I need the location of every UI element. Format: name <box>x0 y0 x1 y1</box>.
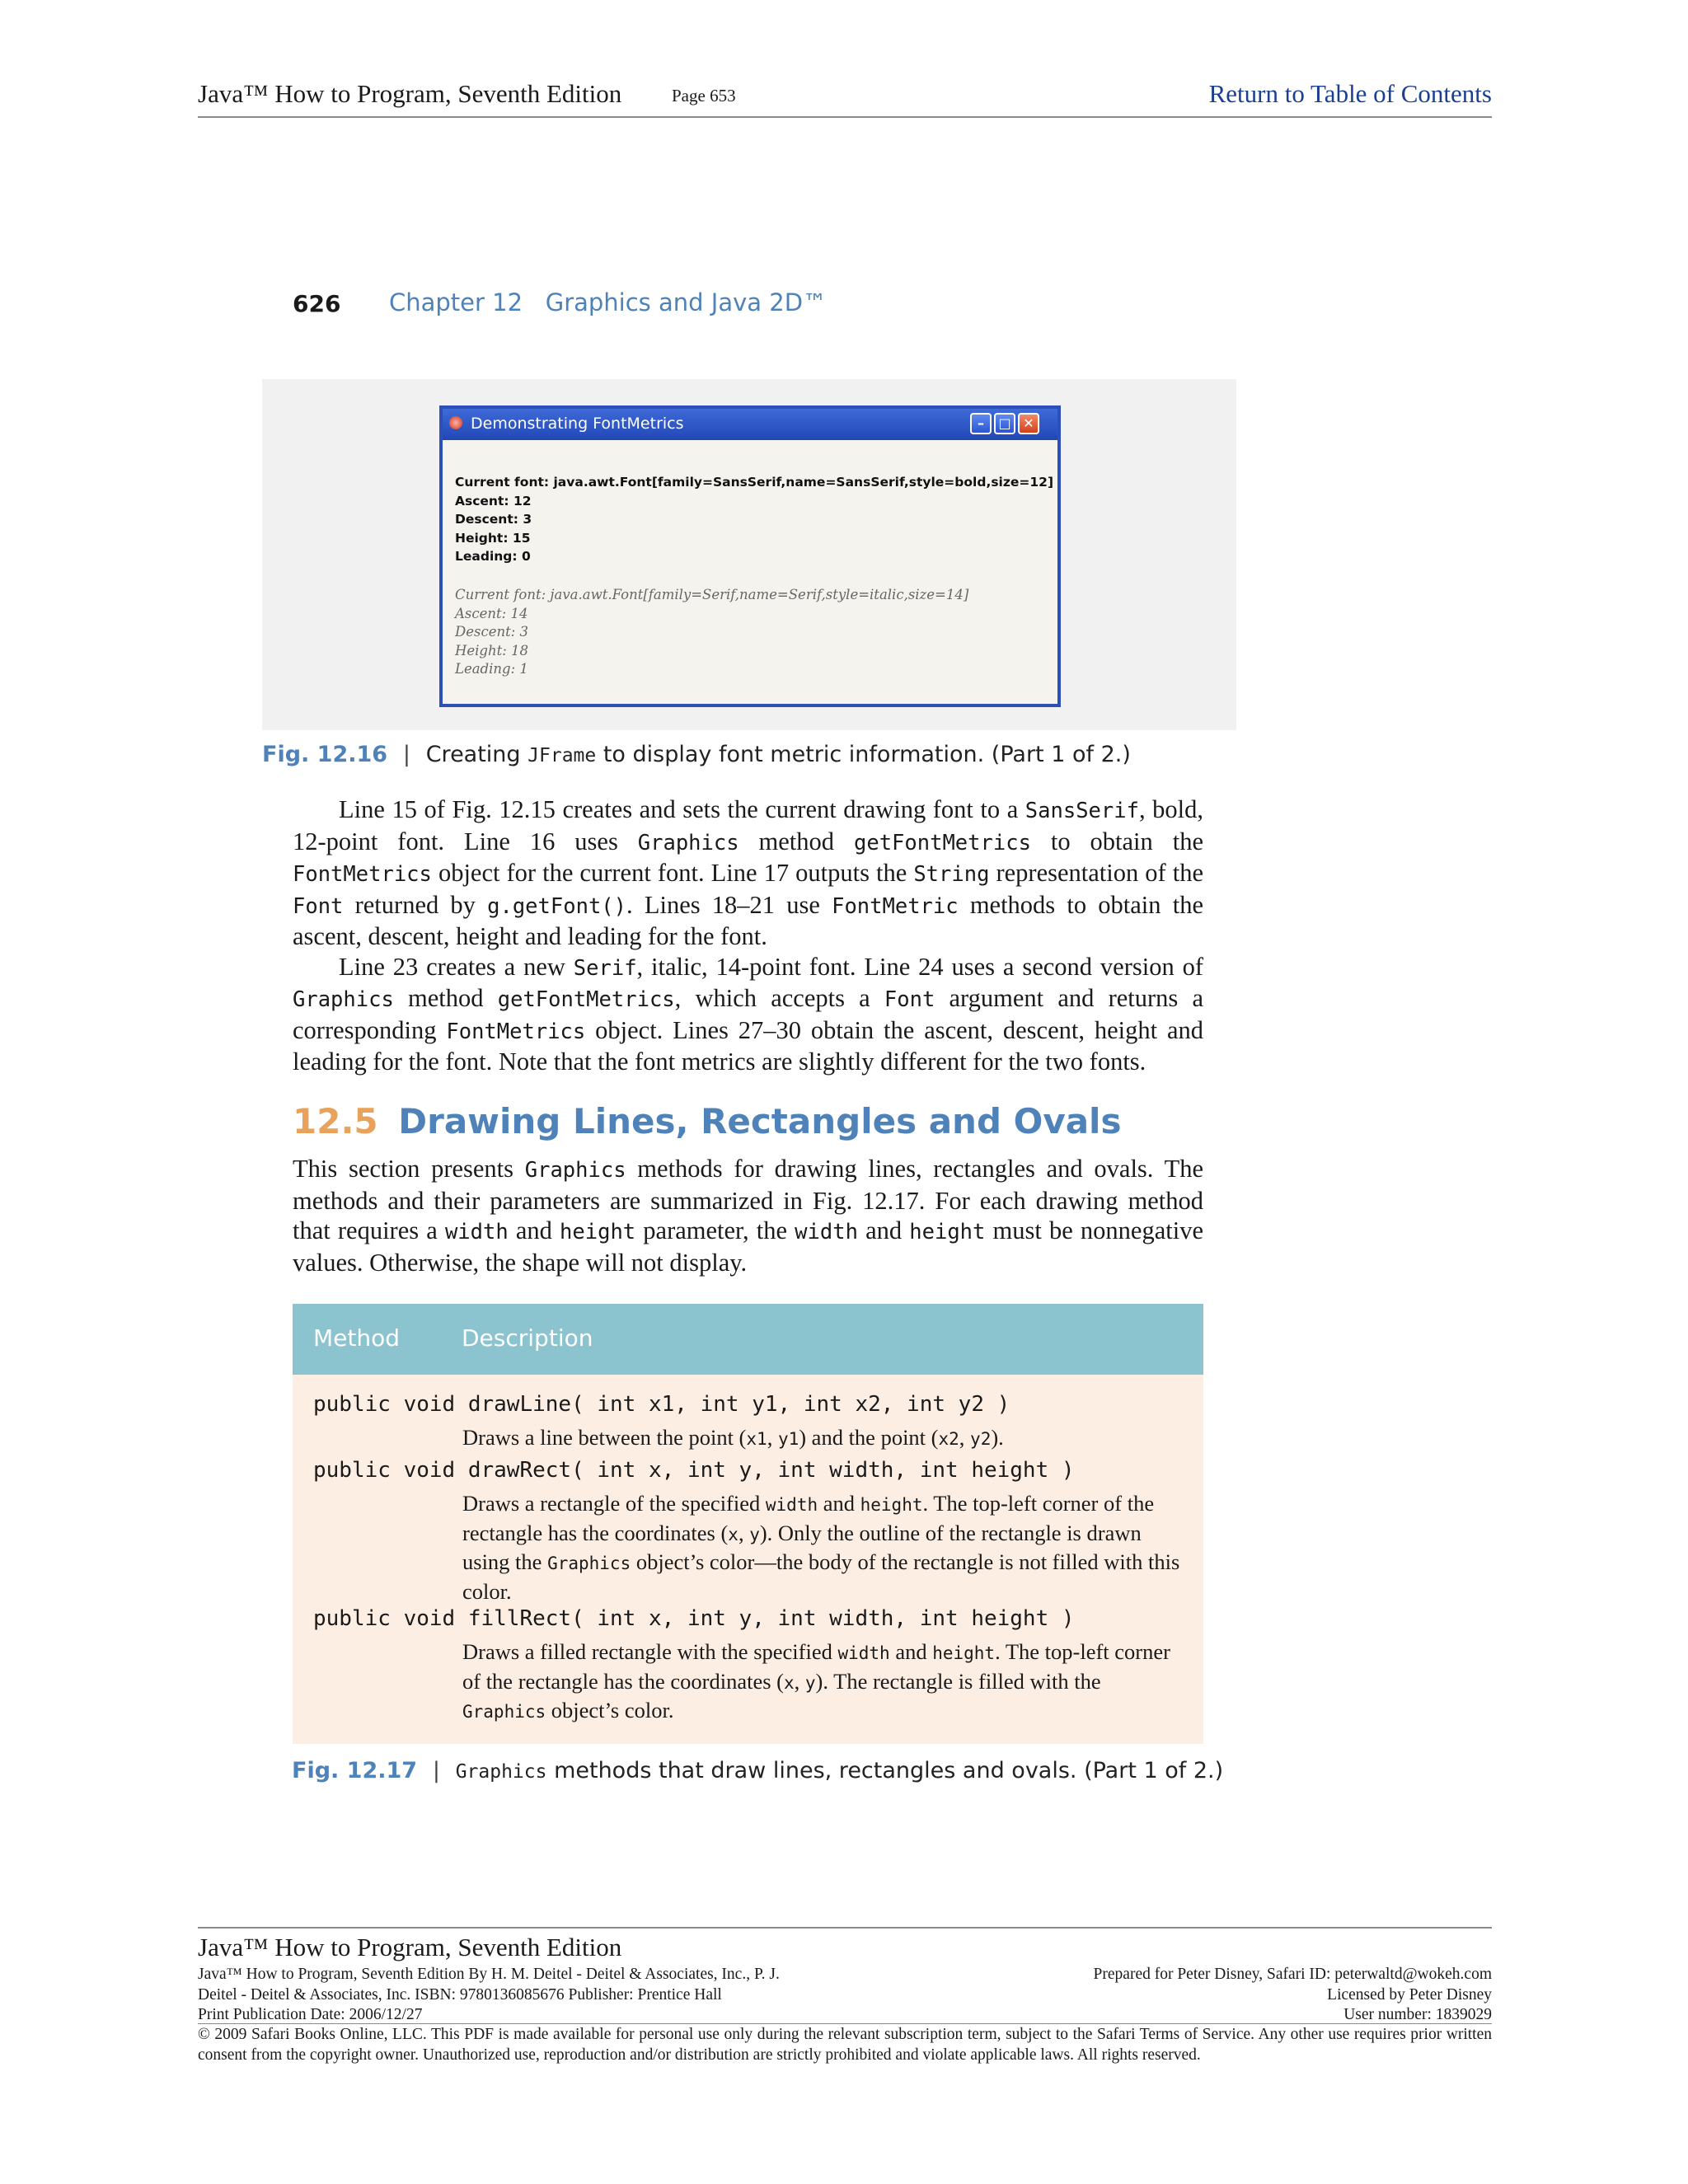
caption-separator: | <box>402 742 410 767</box>
java-app-icon <box>449 416 462 429</box>
page-number: 626 <box>293 290 341 317</box>
header-book-title: Java™ How to Program, Seventh Edition <box>198 79 622 108</box>
chapter-running-head: Chapter 12 Graphics and Java 2D™ <box>389 288 828 316</box>
method-signature: public void fillRect( int x, int y, int width, int height ) <box>313 1606 1075 1631</box>
footer-divider <box>198 1927 1492 1929</box>
method-description: Draws a filled rectangle with the specified width and height. The top-left corner of the rectangle has the coordinates (x, y). The rectangle is filled with the Graphics object’s color. <box>462 1639 1170 1722</box>
section-title: Drawing Lines, Rectangles and Ovals <box>398 1101 1122 1141</box>
window-title: Demonstrating FontMetrics <box>471 415 684 433</box>
return-to-toc-link[interactable]: Return to Table of Contents <box>1208 79 1492 108</box>
metric-line: Current font: java.awt.Font[family=SansSerif,name=SansSerif,style=bold,size=12] <box>455 475 1054 490</box>
metric-line: Descent: 3 <box>455 512 532 527</box>
paragraph: Line 23 creates a new Serif, italic, 14-point font. Line 24 uses a second version of Graphics method getFontMetrics, which accepts a Font argument and returns a corresponding FontMetrics object. Lines 27–30 obtain the ascent, descent, height and leading for the font. Note that the font metrics are slightly different for the two fonts. <box>293 952 1204 1076</box>
section-number: 12.5 <box>293 1101 378 1141</box>
paragraph: This section presents Graphics methods for drawing lines, rectangles and ovals. The methods and their parameters are summarized in Fig. 12.17. For each drawing method that requires a width and height parameter, the width and height must be nonnegative values. Otherwise, the shape will not display. <box>293 1155 1204 1277</box>
method-signature: public void drawRect( int x, int y, int width, int height ) <box>313 1458 1075 1483</box>
caption-text: Creating JFrame to display font metric information. (Part 1 of 2.) <box>425 742 1131 767</box>
method-description: Draws a line between the point (x1, y1) and the point (x2, y2). <box>462 1425 1004 1450</box>
figure-12-16-caption <box>262 742 1131 767</box>
fontmetrics-window <box>439 405 1061 707</box>
section-intro <box>293 1154 1203 1277</box>
metric-line: Descent: 3 <box>455 624 529 640</box>
header-page-label: Page 653 <box>672 86 736 105</box>
footer-publication-info: Java™ How to Program, Seventh Edition By H. M. Deitel - Deitel & Associates, Inc., P. J. Deitel - Deitel & Associates, Inc. ISBN: 9780136085676 Publisher: Prentice Hall Print Publication Date: 2006/12/27 <box>198 1966 780 2023</box>
section-heading <box>293 1101 1121 1141</box>
metric-line: Ascent: 12 <box>455 493 532 509</box>
metric-line: Leading: 0 <box>455 549 531 564</box>
window-title-bar <box>443 409 1057 440</box>
column-header-method: Method <box>313 1324 401 1352</box>
column-header-description: Description <box>462 1324 593 1352</box>
metric-line: Current font: java.awt.Font[family=Serif,name=Serif,style=italic,size=14] <box>455 587 969 602</box>
maximize-icon: □ <box>994 413 1015 434</box>
footer-book-title: Java™ How to Program, Seventh Edition <box>198 1933 622 1961</box>
method-signature: public void drawLine( int x1, int y1, int x2, int y2 ) <box>313 1392 1010 1417</box>
caption-separator: | <box>432 1758 440 1783</box>
metric-line: Leading: 1 <box>455 661 528 677</box>
body-paragraphs <box>293 794 1203 1077</box>
metric-line: Height: 15 <box>455 530 531 546</box>
footer-copyright: © 2009 Safari Books Online, LLC. This PDF is made available for personal use only during the relevant subscription term, subject to the Safari Terms of Service. Any other use requires prior written consent from the copyright owner. Unauthorized use, reproduction and/or distribution are strictly prohibited and violate applicable laws. All rights reserved. <box>198 2026 1492 2064</box>
sansserif-metrics <box>455 473 1053 566</box>
caption-text: Graphics methods that draw lines, rectangles and ovals. (Part 1 of 2.) <box>455 1758 1224 1783</box>
minimize-icon: – <box>970 413 992 434</box>
footer-license-info: Prepared for Peter Disney, Safari ID: peterwaltd@wokeh.com Licensed by Peter Disney User number: 1839029 <box>1093 1966 1492 2023</box>
metric-line: Height: 18 <box>455 642 529 658</box>
close-icon: ✕ <box>1018 413 1039 434</box>
paragraph: Line 15 of Fig. 12.15 creates and sets the current drawing font to a SansSerif, bold, 12-point font. Line 16 uses Graphics method getFontMetrics to obtain the FontMetrics object for the current font. Line 17 outputs the String representation of the Font returned by g.getFont(). Lines 18–21 use FontMetric methods to obtain the ascent, descent, height and leading for the font. <box>293 795 1204 950</box>
graphics-methods-table <box>293 1304 1203 1744</box>
serif-metrics <box>455 586 968 679</box>
table-header <box>293 1304 1203 1375</box>
footer-divider <box>198 2023 1492 2024</box>
method-description: Draws a rectangle of the specified width and height. The top-left corner of the rectangle has the coordinates (x, y). Only the outline of the rectangle is drawn using the Graphics object’s color—the body of the rectangle is not filled with this color. <box>462 1491 1180 1604</box>
header-divider <box>198 116 1492 118</box>
figure-label: Fig. 12.17 <box>292 1758 418 1783</box>
figure-label: Fig. 12.16 <box>262 742 388 767</box>
metric-line: Ascent: 14 <box>455 605 528 621</box>
figure-12-17-caption <box>292 1758 1223 1783</box>
